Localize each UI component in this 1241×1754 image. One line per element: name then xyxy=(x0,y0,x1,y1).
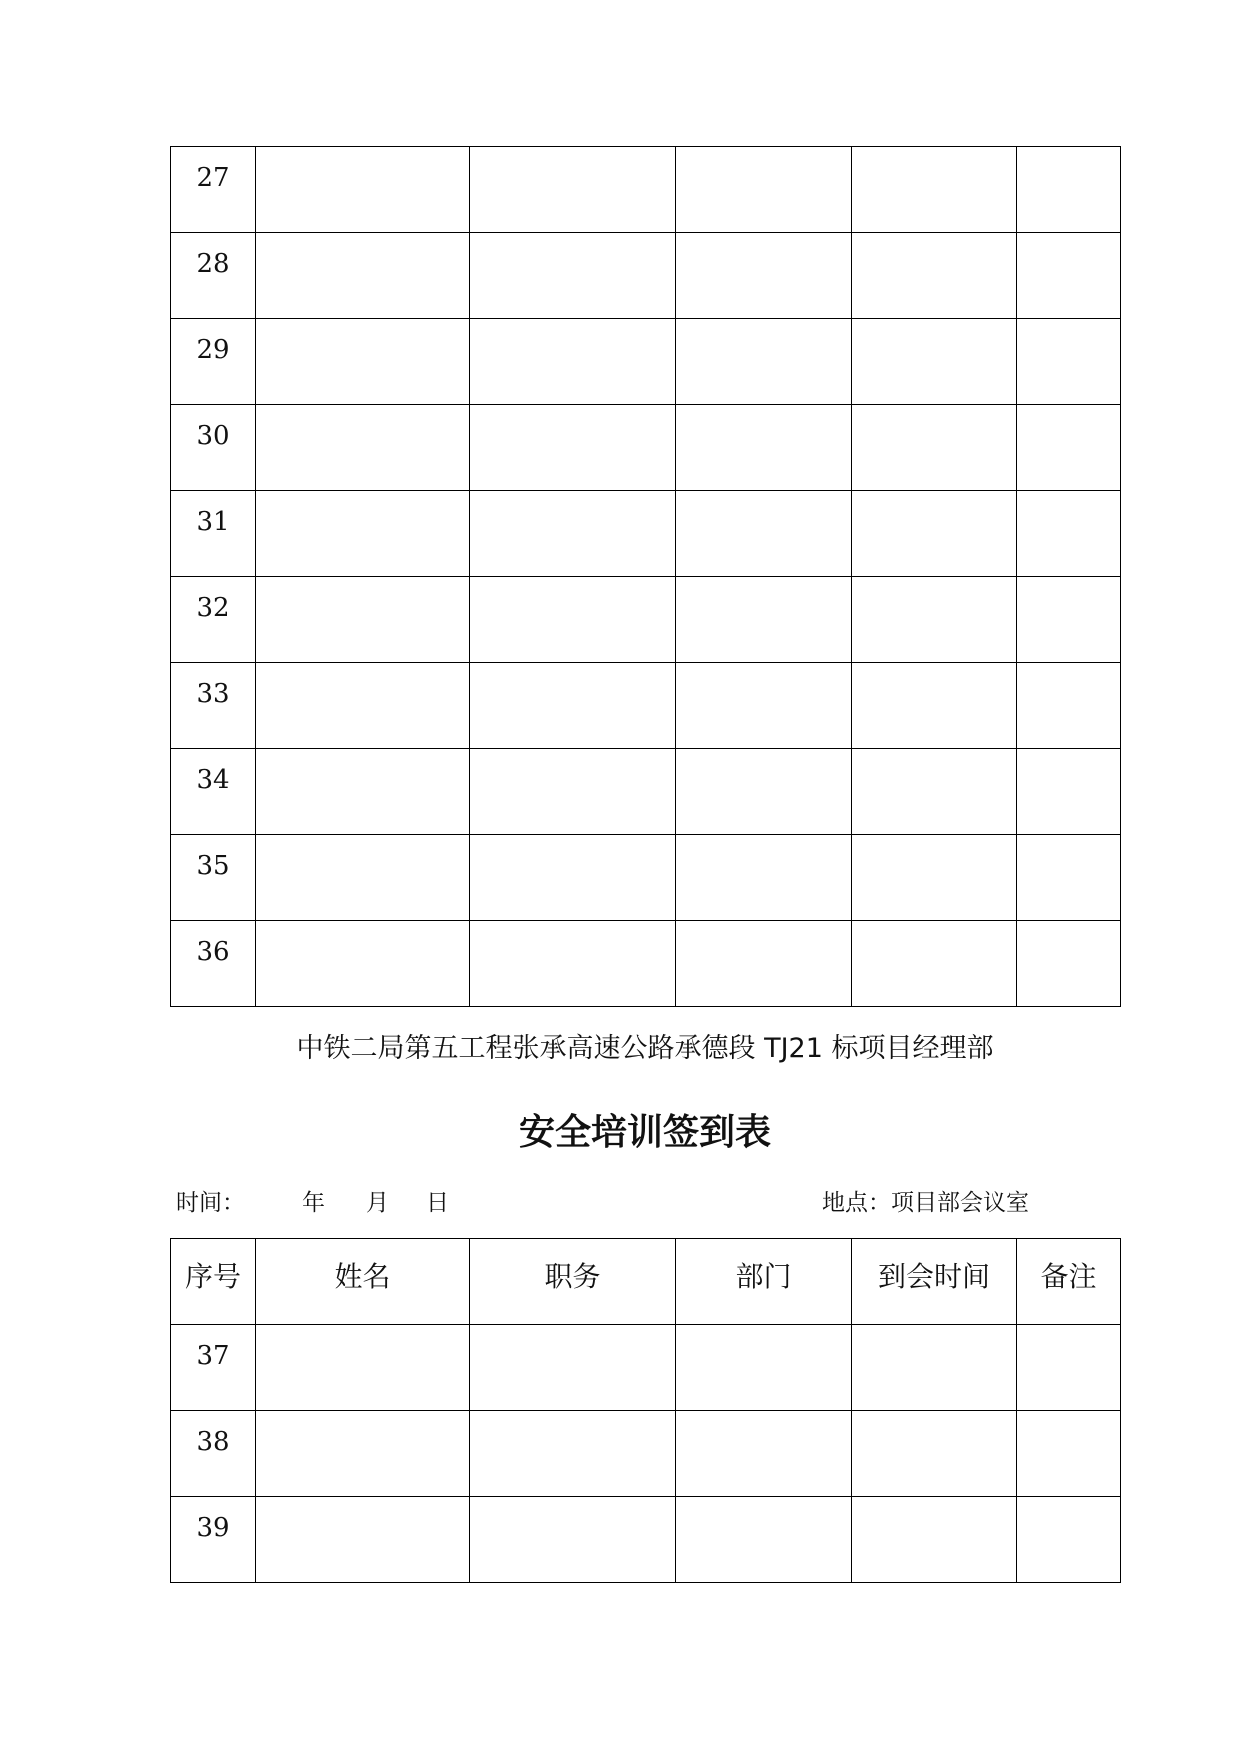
row-number-cell xyxy=(171,921,256,1007)
blank-entry-cell[interactable] xyxy=(1017,663,1121,749)
row-number-cell xyxy=(171,233,256,319)
blank-entry-cell[interactable] xyxy=(1017,835,1121,921)
row-number: 33 xyxy=(196,679,230,709)
blank-entry-cell[interactable] xyxy=(676,1411,852,1497)
blank-entry-cell[interactable] xyxy=(1017,577,1121,663)
blank-entry-cell[interactable] xyxy=(470,663,676,749)
blank-entry-cell[interactable] xyxy=(676,405,852,491)
blank-entry-cell[interactable] xyxy=(470,1325,676,1411)
blank-entry-cell[interactable] xyxy=(676,1497,852,1583)
blank-entry-cell[interactable] xyxy=(470,491,676,577)
blank-entry-cell[interactable] xyxy=(256,749,470,835)
blank-entry-cell[interactable] xyxy=(470,233,676,319)
row-number: 35 xyxy=(196,851,230,881)
row-number: 39 xyxy=(196,1513,230,1543)
header-cell xyxy=(256,1239,470,1325)
row-number: 32 xyxy=(196,593,230,623)
blank-entry-cell[interactable] xyxy=(256,319,470,405)
row-number: 31 xyxy=(196,507,230,537)
blank-entry-cell[interactable] xyxy=(1017,1411,1121,1497)
row-number: 29 xyxy=(196,335,230,365)
blank-entry-cell[interactable] xyxy=(852,319,1017,405)
blank-entry-cell[interactable] xyxy=(676,749,852,835)
blank-entry-cell[interactable] xyxy=(256,233,470,319)
blank-entry-cell[interactable] xyxy=(256,663,470,749)
header-position: 职务 xyxy=(544,1260,601,1293)
blank-entry-cell[interactable] xyxy=(256,491,470,577)
blank-entry-cell[interactable] xyxy=(470,577,676,663)
blank-entry-cell[interactable] xyxy=(470,147,676,233)
meta-row xyxy=(176,1184,1056,1220)
table-row xyxy=(171,1497,1121,1583)
row-number-cell xyxy=(171,1497,256,1583)
blank-entry-cell[interactable] xyxy=(1017,749,1121,835)
blank-entry-cell[interactable] xyxy=(256,1325,470,1411)
header-department: 部门 xyxy=(735,1260,792,1293)
blank-entry-cell[interactable] xyxy=(676,147,852,233)
blank-entry-cell[interactable] xyxy=(1017,491,1121,577)
table-row xyxy=(171,577,1121,663)
row-number-cell xyxy=(171,319,256,405)
blank-entry-cell[interactable] xyxy=(676,233,852,319)
table-row xyxy=(171,663,1121,749)
header-cell xyxy=(470,1239,676,1325)
row-number-cell xyxy=(171,663,256,749)
blank-entry-cell[interactable] xyxy=(256,921,470,1007)
blank-entry-cell[interactable] xyxy=(1017,921,1121,1007)
blank-entry-cell[interactable] xyxy=(256,1497,470,1583)
header-cell xyxy=(676,1239,852,1325)
blank-entry-cell[interactable] xyxy=(676,319,852,405)
blank-entry-cell[interactable] xyxy=(256,147,470,233)
blank-entry-cell[interactable] xyxy=(852,835,1017,921)
blank-entry-cell[interactable] xyxy=(676,663,852,749)
header-cell xyxy=(1017,1239,1121,1325)
header-name: 姓名 xyxy=(334,1260,391,1293)
header-cell xyxy=(171,1239,256,1325)
blank-entry-cell[interactable] xyxy=(852,1497,1017,1583)
table-row xyxy=(171,1411,1121,1497)
place-label: 地点：项目部会议室 xyxy=(822,1190,1029,1216)
blank-entry-cell[interactable] xyxy=(256,1411,470,1497)
month-label: 月 xyxy=(366,1190,389,1216)
attendance-table-continued xyxy=(170,146,1121,1007)
blank-entry-cell[interactable] xyxy=(256,405,470,491)
row-number-cell xyxy=(171,1325,256,1411)
blank-entry-cell[interactable] xyxy=(470,319,676,405)
blank-entry-cell[interactable] xyxy=(852,663,1017,749)
table-row xyxy=(171,491,1121,577)
blank-entry-cell[interactable] xyxy=(256,577,470,663)
blank-entry-cell[interactable] xyxy=(676,835,852,921)
row-number-cell xyxy=(171,577,256,663)
blank-entry-cell[interactable] xyxy=(852,147,1017,233)
table-row xyxy=(171,921,1121,1007)
row-number-cell xyxy=(171,835,256,921)
blank-entry-cell[interactable] xyxy=(676,921,852,1007)
blank-entry-cell[interactable] xyxy=(1017,1497,1121,1583)
row-number-cell xyxy=(171,491,256,577)
year-label: 年 xyxy=(302,1190,325,1216)
row-number: 27 xyxy=(196,163,230,193)
row-number: 34 xyxy=(196,765,230,795)
attendance-table xyxy=(170,1238,1121,1583)
blank-entry-cell[interactable] xyxy=(676,577,852,663)
blank-entry-cell[interactable] xyxy=(256,835,470,921)
time-label: 时间： xyxy=(176,1190,245,1216)
blank-entry-cell[interactable] xyxy=(470,405,676,491)
row-number-cell xyxy=(171,147,256,233)
table-row xyxy=(171,319,1121,405)
row-number: 30 xyxy=(196,421,230,451)
organization-name: 中铁二局第五工程张承高速公路承德段 TJ21 标项目经理部 xyxy=(296,1033,994,1064)
blank-entry-cell[interactable] xyxy=(1017,1325,1121,1411)
blank-entry-cell[interactable] xyxy=(852,491,1017,577)
day-label: 日 xyxy=(426,1190,449,1216)
blank-entry-cell[interactable] xyxy=(852,921,1017,1007)
table-row xyxy=(171,233,1121,319)
blank-entry-cell[interactable] xyxy=(1017,233,1121,319)
table-header-row xyxy=(171,1239,1121,1325)
blank-entry-cell[interactable] xyxy=(470,1497,676,1583)
header-remarks: 备注 xyxy=(1040,1260,1097,1293)
row-number: 38 xyxy=(196,1427,230,1457)
table-row xyxy=(171,405,1121,491)
blank-entry-cell[interactable] xyxy=(1017,147,1121,233)
blank-entry-cell[interactable] xyxy=(470,835,676,921)
blank-entry-cell[interactable] xyxy=(852,577,1017,663)
blank-entry-cell[interactable] xyxy=(852,1325,1017,1411)
row-number: 28 xyxy=(196,249,230,279)
row-number: 36 xyxy=(196,937,230,967)
blank-entry-cell[interactable] xyxy=(676,491,852,577)
blank-entry-cell[interactable] xyxy=(1017,319,1121,405)
blank-entry-cell[interactable] xyxy=(852,1411,1017,1497)
blank-entry-cell[interactable] xyxy=(1017,405,1121,491)
header-seq: 序号 xyxy=(184,1260,241,1293)
blank-entry-cell[interactable] xyxy=(852,405,1017,491)
table-row xyxy=(171,749,1121,835)
table-row xyxy=(171,1325,1121,1411)
blank-entry-cell[interactable] xyxy=(470,749,676,835)
row-number-cell xyxy=(171,749,256,835)
blank-entry-cell[interactable] xyxy=(470,1411,676,1497)
blank-entry-cell[interactable] xyxy=(676,1325,852,1411)
header-cell xyxy=(852,1239,1017,1325)
blank-entry-cell[interactable] xyxy=(852,233,1017,319)
form-title: 安全培训签到表 xyxy=(518,1112,771,1153)
row-number-cell xyxy=(171,1411,256,1497)
table-row xyxy=(171,835,1121,921)
row-number-cell xyxy=(171,405,256,491)
row-number: 37 xyxy=(196,1341,230,1371)
header-arrival-time: 到会时间 xyxy=(877,1260,990,1293)
blank-entry-cell[interactable] xyxy=(470,921,676,1007)
blank-entry-cell[interactable] xyxy=(852,749,1017,835)
table-row xyxy=(171,147,1121,233)
